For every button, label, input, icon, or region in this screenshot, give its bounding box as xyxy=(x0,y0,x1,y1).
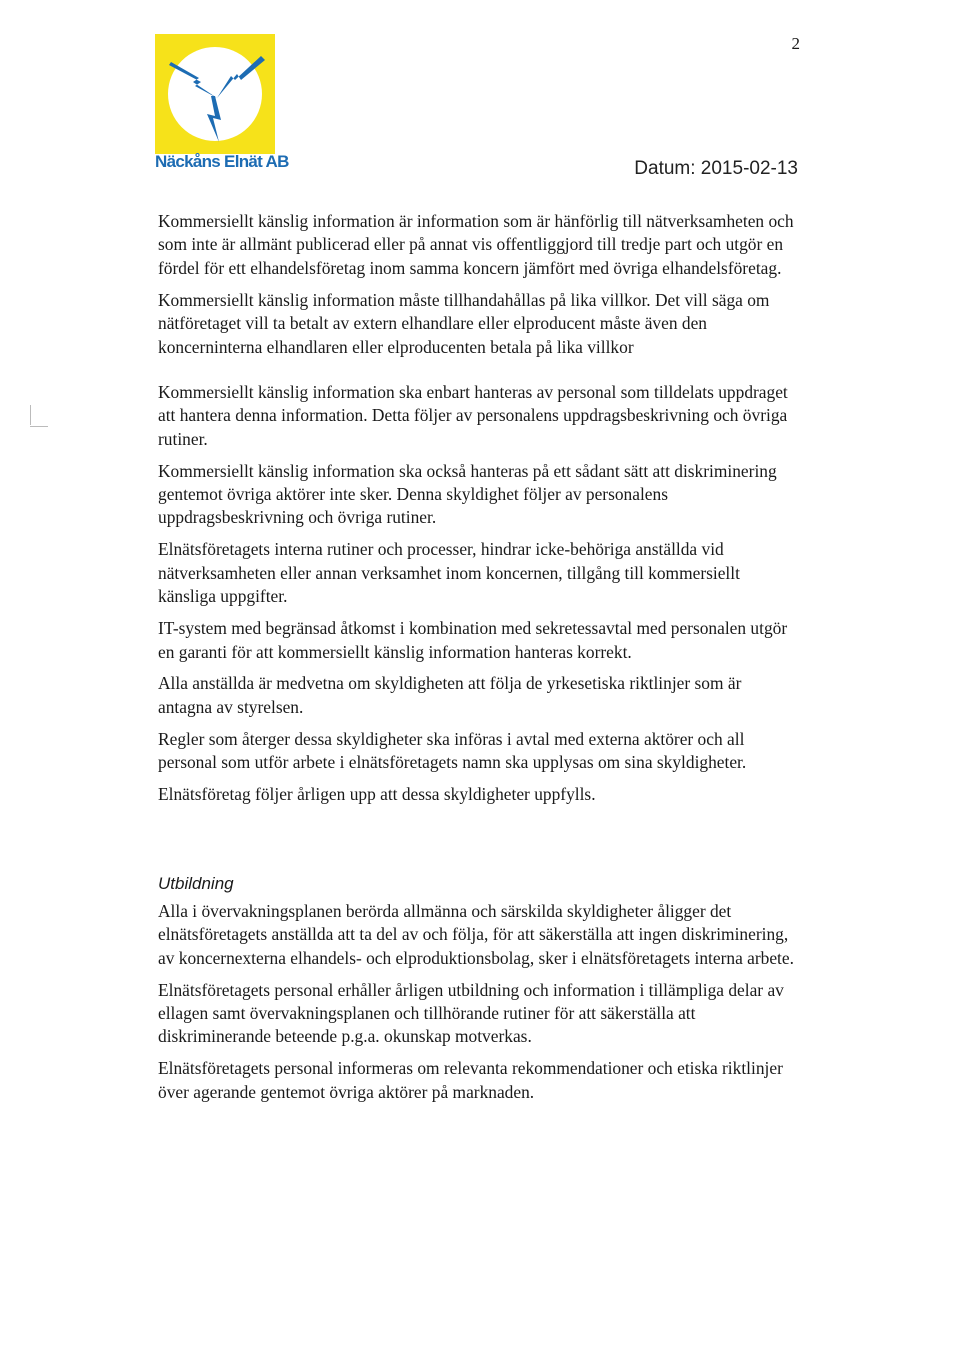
document-body xyxy=(158,210,798,1113)
paragraph: IT-system med begränsad åtkomst i kombination med sekretessavtal med personalen utgör en garanti för att kommersiellt känslig information hanteras korrekt. xyxy=(158,618,788,662)
paragraph: Kommersiellt känslig information ska också hanteras på ett sådant sätt att diskriminering gentemot övriga aktörer inte sker. Denna skyldighet följer av personalens uppdragsbeskrivning och övriga rutiner. xyxy=(158,460,777,528)
margin-mark xyxy=(30,426,48,427)
company-logo xyxy=(155,34,289,172)
logo-company-name: Näckåns Elnät AB xyxy=(155,152,289,171)
paragraph: Elnätsföretagets interna rutiner och processer, hindrar icke-behöriga anställda vid nätverksamheten eller annan verksamhet inom koncernen, tillgång till kommersiellt känsliga uppgifter. xyxy=(158,539,740,607)
lightning-bolts-icon xyxy=(155,34,275,154)
page-number: 2 xyxy=(791,34,800,53)
paragraph: Elnätsföretagets personal erhåller årligen utbildning och information i tillämpliga delar av ellagen samt övervakningsplanen och tillhörande rutiner för att säkerställa att diskriminerande beteende p.g.a. okunskap motverkas. xyxy=(158,979,784,1047)
paragraph: Elnätsföretagets personal informeras om relevanta rekommendationer och etiska riktlinjer över agerande gentemot övriga aktörer på marknaden. xyxy=(158,1058,783,1102)
paragraph: Kommersiellt känslig information är information som är hänförlig till nätverksamheten och som inte är allmänt publicerad eller på annat vis offentliggjord till tredje part och utgör en fördel för ett elhandelsföretag inom samma koncern jämfört med övriga elhandelsföretag. xyxy=(158,211,794,278)
paragraph: Kommersiellt känslig information måste tillhandahållas på lika villkor. Det vill säga om nätföretaget vill ta betalt av extern elhandlare eller elproducent måste även den koncerninterna elhandlaren eller elproducenten betala på lika villkor xyxy=(158,289,770,357)
section-heading: Utbildning xyxy=(158,874,234,894)
margin-mark xyxy=(30,405,31,425)
document-date: Datum: 2015-02-13 xyxy=(634,158,798,179)
paragraph: Alla anställda är medvetna om skyldigheten att följa de yrkesetiska riktlinjer som är antagna av styrelsen. xyxy=(158,673,742,717)
paragraph: Elnätsföretag följer årligen upp att dessa skyldigheter uppfylls. xyxy=(158,784,596,805)
paragraph: Alla i övervakningsplanen berörda allmänna och särskilda skyldigheter åligger det elnätsföretagets anställda att ta del av och följa, för att säkerställa att ingen diskriminering, av koncernexterna elhandels- och elproduktionsbolag, sker i elnätsföretagets interna arbete. xyxy=(158,900,794,968)
paragraph: Kommersiellt känslig information ska enbart hanteras av personal som tilldelats uppdraget att hantera denna information. Detta följer av personalens uppdragsbeskrivning och övriga rutiner. xyxy=(158,381,788,449)
logo-emblem xyxy=(155,34,275,154)
paragraph: Regler som återger dessa skyldigheter ska införas i avtal med externa aktörer och all personal som utför arbete i elnätsföretagets namn ska upplysas om sina skyldigheter. xyxy=(158,728,747,773)
